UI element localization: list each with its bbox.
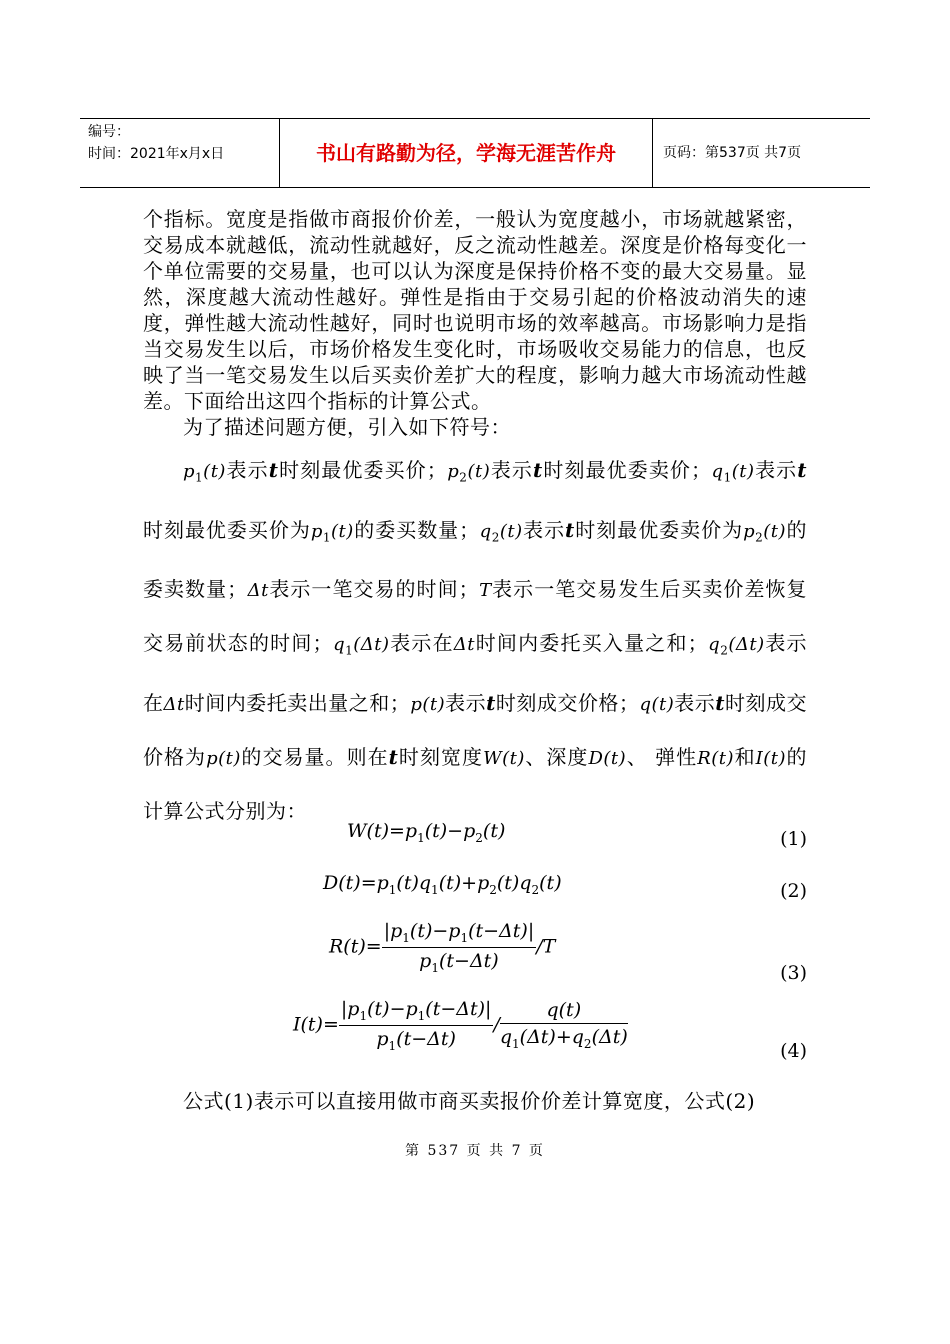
page-footer: 第 537 页 共 7 页 — [405, 1143, 545, 1159]
formula-impact: I(t)= $\frac{|p_1(t)-p_1(t-\Delta t)|}{p_1(t-\Delta t)}$ / $\frac{q(t)}{q_1(\Delta t)+q_2(\Delta t)}$ (4) — [293, 998, 807, 1062]
paragraph-closing: 公式(1)表示可以直接用做市商买卖报价价差计算宽度，公式(2) — [183, 1089, 756, 1113]
formula-width: $W(t)=p_1(t)-p_2(t)$ (1) — [347, 820, 807, 850]
formula-resilience: R(t)= $\frac{|p_1(t)-p_1(t-\Delta t)|}{p_1(t-\Delta t)}$ /T (3) — [329, 920, 807, 984]
formula-number: (3) — [780, 962, 807, 984]
paragraph-intro: 为了描述问题方便，引入如下符号： — [183, 415, 511, 439]
formula-number: (1) — [780, 828, 807, 850]
formula-number: (4) — [780, 1040, 807, 1062]
header-meta — [80, 119, 280, 187]
header-page-info: 页码：第537页 共7页 — [663, 145, 802, 161]
formula-depth: $D(t)=p_1(t)q_1(t)+p_2(t)q_2(t)$ (2) — [323, 872, 807, 902]
paragraph-indicators: 个指标。宽度是指做市商报价价差，一般认为宽度越小，市场就越紧密，交易成本就越低，流动性就越好，反之流动性越差。深度是价格每变化一个单位需要的交易量，也可以认为深度是保持价格不变的最大交易量。显然，深度越大流动性越好。弹性是指由于交易引起的价格波动消失的速度，弹性越大流动性越好，同时也说明市场的效率越高。市场影响力是指当交易发生以后，市场价格发生变化时，市场吸收交易能力的信息，也反映了当一笔交易发生以后买卖价差扩大的程度，影响力越大市场流动性越差。下面给出这四个指标的计算公式。 — [143, 207, 807, 413]
paragraph-symbols: $p_1(t)$表示t时刻最优委买价；$p_2(t)$表示t时刻最优委卖价；$q_1(t)$表示t时刻最优委买价为$p_1(t)$的委买数量；$q_2(t)$表示t时刻最优委卖价为$p_2(t)$的委卖数量；Δt表示一笔交易的时间；T表示一笔交易发生后买卖价差恢复交易前状态的时间；$q_1(\Delta t)$表示在Δt时间内委托买入量之和；$q_2(\Delta t)$表示在Δt时间内委托卖出量之和；p(t)表示t时刻成交价格；q(t)表示t时刻成交价格为p(t)的交易量。则在t时刻宽度W(t)、深度D(t)、 弹性R(t)和I(t)的计算公式分别为： — [143, 458, 808, 823]
page-header — [80, 118, 870, 188]
header-motto: 书山有路勤为径，学海无涯苦作舟 — [280, 119, 653, 187]
document-body — [143, 206, 807, 837]
serial-label: 编号： — [88, 124, 130, 140]
formula-number: (2) — [780, 880, 807, 902]
time-label: 时间：2021年x月x日 — [88, 146, 225, 162]
